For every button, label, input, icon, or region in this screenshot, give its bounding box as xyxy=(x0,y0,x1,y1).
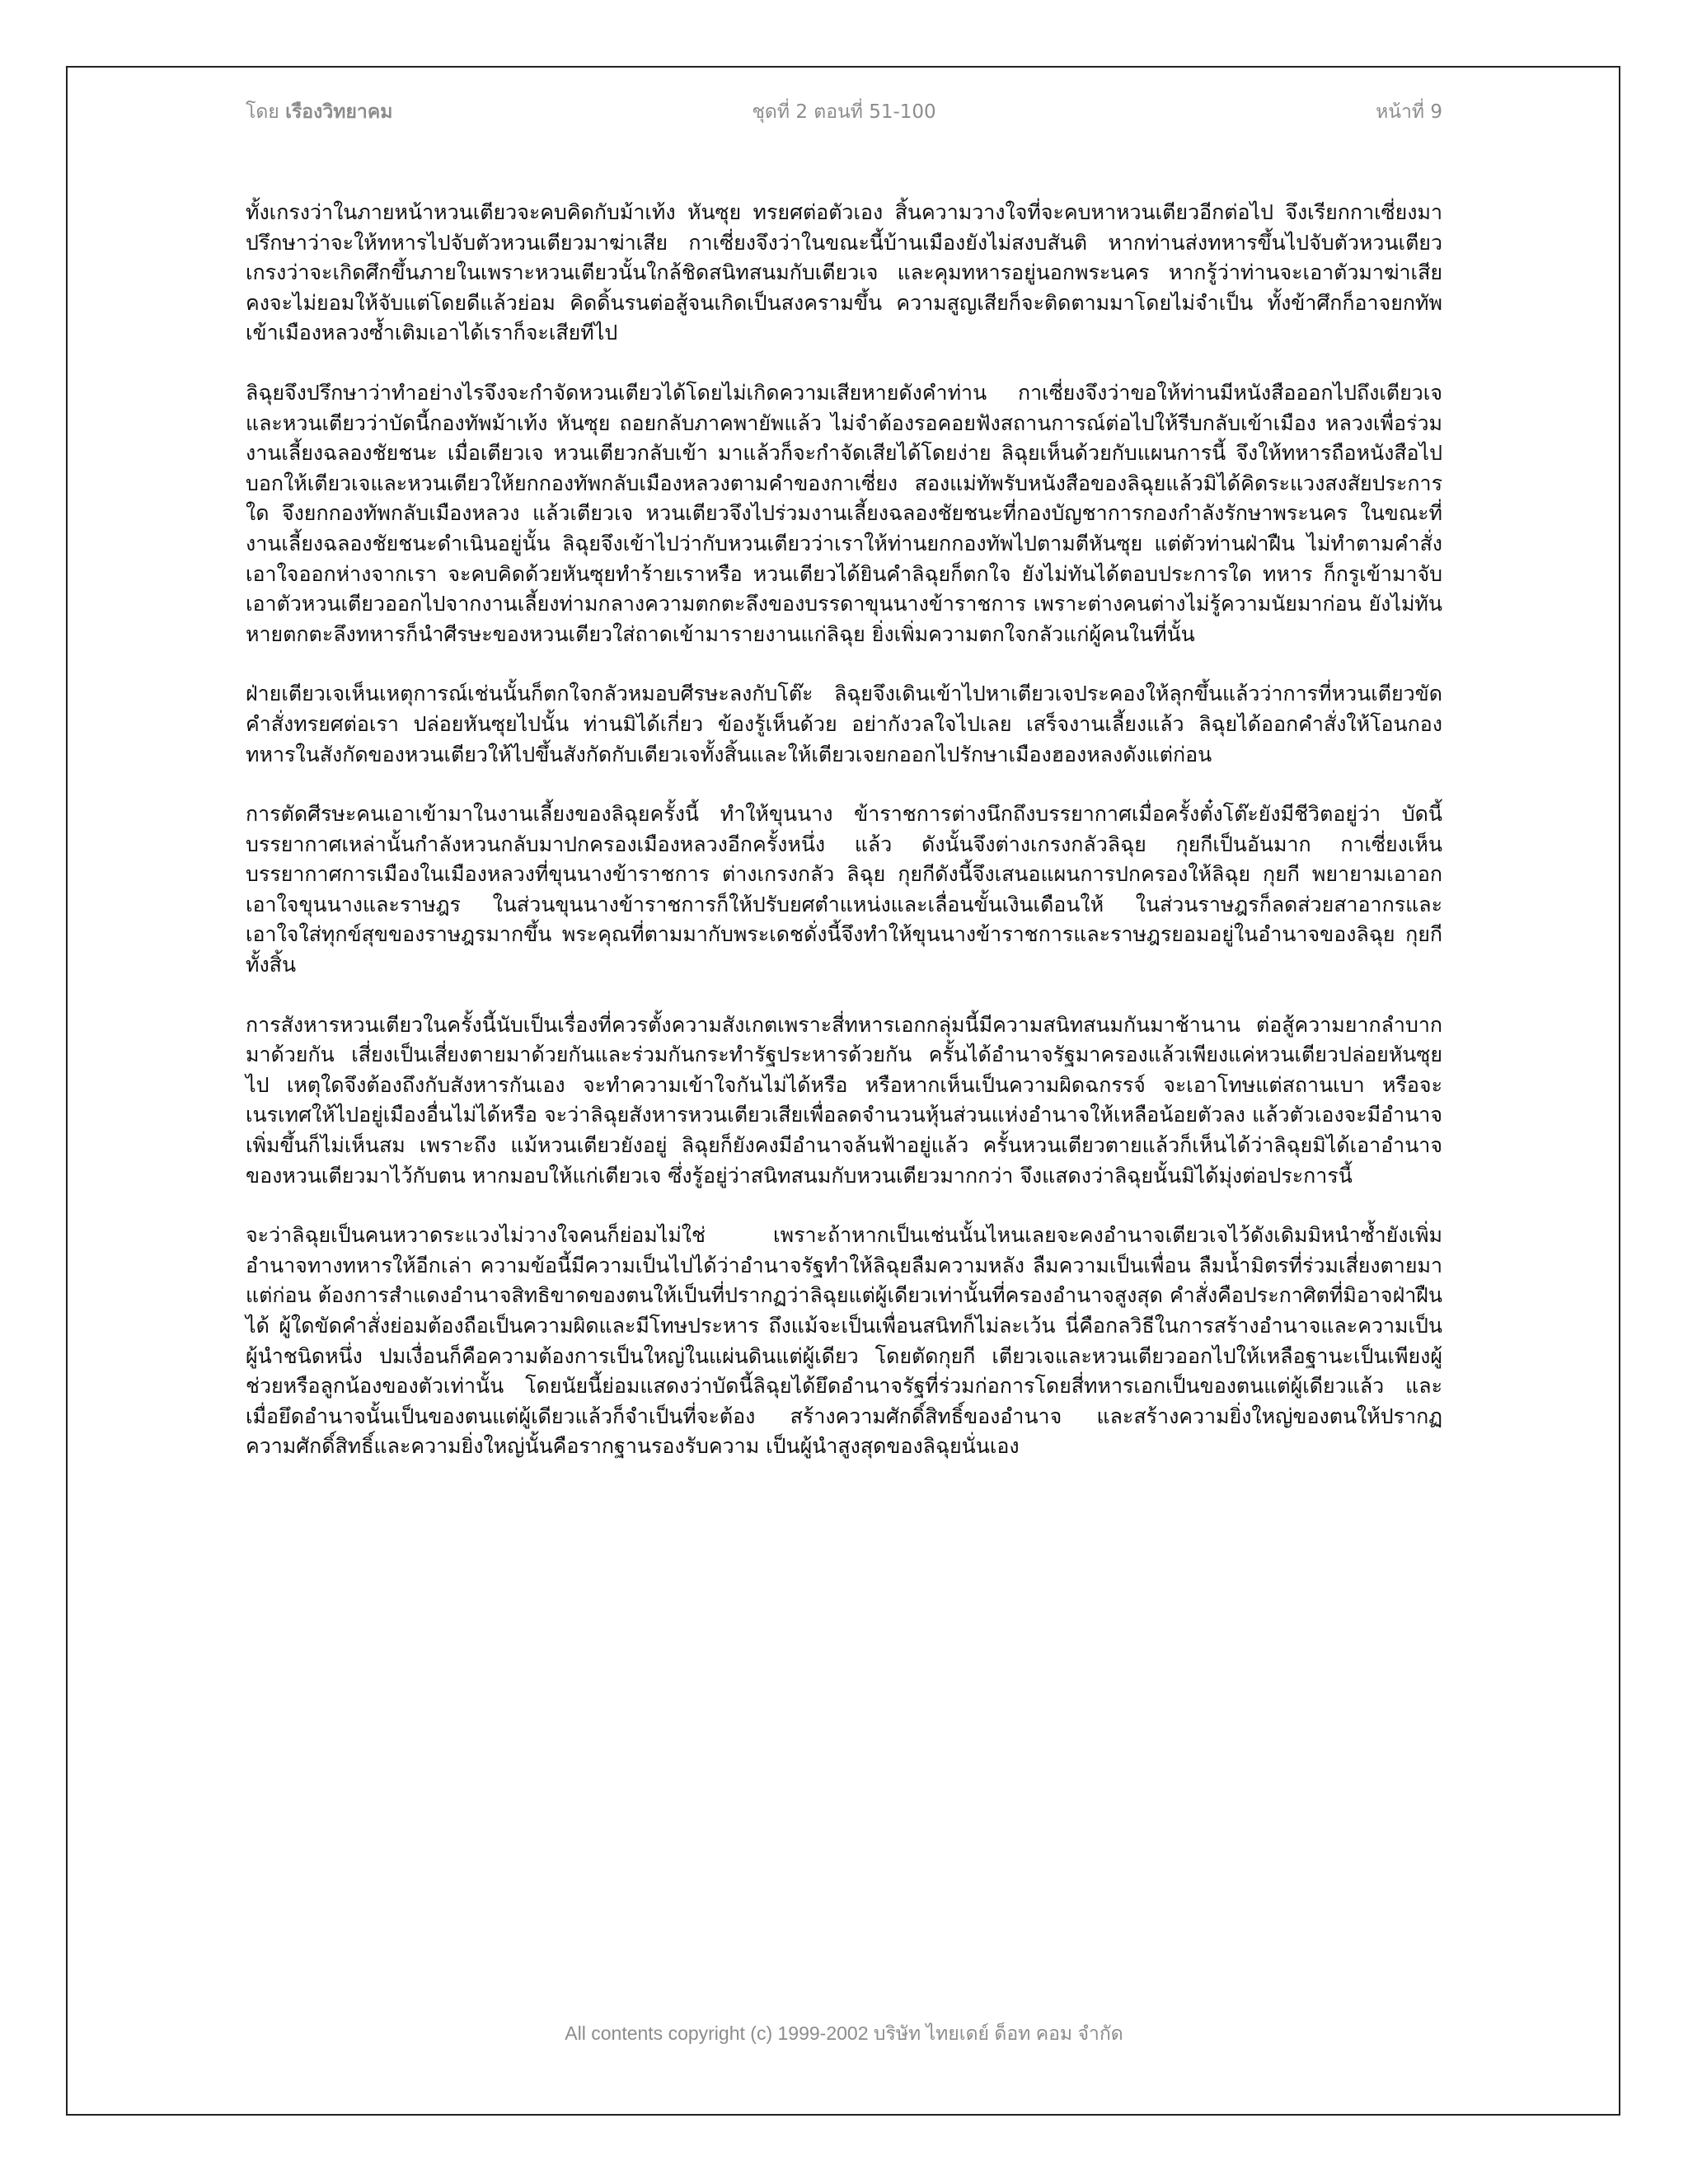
author-prefix: โดย xyxy=(246,101,279,123)
paragraph-2: ลิฉุยจึงปรึกษาว่าทำอย่างไรจึงจะกำจัดหวนเตียวได้โดยไม่เกิดความเสียหายดังคำท่าน กาเซี่ยงจึงว่าขอให้ท่านมีหนังสือออกไปถึงเตียวเจและหวนเตียวว่าบัดนี้กองทัพม้าเท้ง หันซุย ถอยกลับภาคพายัพแล้ว ไม่จำต้องรอคอยฟังสถานการณ์ต่อไปให้รีบกลับเข้าเมือง หลวงเพื่อร่วมงานเลี้ยงฉลองชัยชนะ เมื่อเตียวเจ หวนเตียวกลับเข้า มาแล้วก็จะกำจัดเสียได้โดยง่าย ลิฉุยเห็นด้วยกับแผนการนี้ จึงให้ทหารถือหนังสือไปบอกให้เตียวเจและหวนเตียวให้ยกกองทัพกลับเมืองหลวงตามคำของกาเซี่ยง สองแม่ทัพรับหนังสือของลิฉุยแล้วมิได้คิดระแวงสงสัยประการใด จึงยกกองทัพกลับเมืองหลวง แล้วเตียวเจ หวนเตียวจึงไปร่วมงานเลี้ยงฉลองชัยชนะที่กองบัญชาการกองกำลังรักษาพระนคร ในขณะที่งานเลี้ยงฉลองชัยชนะดำเนินอยู่นั้น ลิฉุยจึงเข้าไปว่ากับหวนเตียวว่าเราให้ท่านยกกองทัพไปตามตีหันซุย แต่ตัวท่านฝ่าฝืน ไม่ทำตามคำสั่งเอาใจออกห่างจากเรา จะคบคิดด้วยหันซุยทำร้ายเราหรือ หวนเตียวได้ยินคำลิฉุยก็ตกใจ ยังไม่ทันได้ตอบประการใด ทหาร ก็กรูเข้ามาจับเอาตัวหวนเตียวออกไปจากงานเลี้ยงท่ามกลางความตกตะลึงของบรรดาขุนนางข้าราชการ เพราะต่างคนต่างไม่รู้ความนัยมาก่อน ยังไม่ทันหายตกตะลึงทหารก็นำศีรษะของหวนเตียวใส่ถาดเข้ามารายงานแก่ลิฉุย ยิ่งเพิ่มความตกใจกลัวแก่ผู้คนในที่นั้น xyxy=(246,380,1442,646)
page-header xyxy=(246,97,1442,130)
header-series: ชุดที่ 2 ตอนที่ 51-100 xyxy=(752,101,936,123)
paragraph-1: ทั้งเกรงว่าในภายหน้าหวนเตียวจะคบคิดกับม้าเท้ง หันซุย ทรยศต่อตัวเอง สิ้นความวางใจที่จะคบหาหวนเตียวอีกต่อไป จึงเรียกกาเซี่ยงมาปรึกษาว่าจะให้ทหารไปจับตัวหวนเตียวมาฆ่าเสีย กาเซี่ยงจึงว่าในขณะนี้บ้านเมืองยังไม่สงบสันติ หากท่านส่งทหารขึ้นไปจับตัวหวนเตียวเกรงว่าจะเกิดศึกขึ้นภายในเพราะหวนเตียวนั้นใกล้ชิดสนิทสนมกับเตียวเจ และคุมทหารอยู่นอกพระนคร หากรู้ว่าท่านจะเอาตัวมาฆ่าเสียคงจะไม่ยอมให้จับแต่โดยดีแล้วย่อม คิดดิ้นรนต่อสู้จนเกิดเป็นสงครามขึ้น ความสูญเสียก็จะติดตามมาโดยไม่จำเป็น ทั้งข้าศึกก็อาจยกทัพเข้าเมืองหลวงซ้ำเติมเอาได้เราก็จะเสียทีไป xyxy=(246,200,1442,345)
paragraph-3: ฝ่ายเตียวเจเห็นเหตุการณ์เช่นนั้นก็ตกใจกลัวหมอบศีรษะลงกับโต๊ะ ลิฉุยจึงเดินเข้าไปหาเตียวเจประคองให้ลุกขึ้นแล้วว่าการที่หวนเตียวขัดคำสั่งทรยศต่อเรา ปล่อยหันซุยไปนั้น ท่านมิได้เกี่ยว ข้องรู้เห็นด้วย อย่ากังวลใจไปเลย เสร็จงานเลี้ยงแล้ว ลิฉุยได้ออกคำสั่งให้โอนกองทหารในสังกัดของหวนเตียวให้ไปขึ้นสังกัดกับเตียวเจทั้งสิ้นและให้เตียวเจยกออกไปรักษาเมืองฮองหลงดังแต่ก่อน xyxy=(246,682,1442,766)
document-body xyxy=(246,198,1442,1492)
paragraph-6: จะว่าลิฉุยเป็นคนหวาดระแวงไม่วางใจคนก็ย่อมไม่ใช่ เพราะถ้าหากเป็นเช่นนั้นไหนเลยจะคงอำนาจเตียวเจไว้ดังเดิมมิหนำซ้ำยังเพิ่ม อำนาจทางทหารให้อีกเล่า ความข้อนี้มีความเป็นไปได้ว่าอำนาจรัฐทำให้ลิฉุยลืมความหลัง ลืมความเป็นเพื่อน ลืมน้ำมิตรที่ร่วมเสี่ยงตายมาแต่ก่อน ต้องการสำแดงอำนาจสิทธิขาดของตนให้เป็นที่ปรากฏว่าลิฉุยแต่ผู้เดียวเท่านั้นที่ครองอำนาจสูงสุด คำสั่งคือประกาศิตที่มิอาจฝ่าฝืนได้ ผู้ใดขัดคำสั่งย่อมต้องถือเป็นความผิดและมีโทษประหาร ถึงแม้จะเป็นเพื่อนสนิทก็ไม่ละเว้น นี่คือกลวิธีในการสร้างอำนาจและความเป็นผู้นำชนิดหนึ่ง ปมเงื่อนก็คือความต้องการเป็นใหญ่ในแผ่นดินแต่ผู้เดียว โดยตัดกุยกี เตียวเจและหวนเตียวออกไปให้เหลือฐานะเป็นเพียงผู้ช่วยหรือลูกน้องของตัวเท่านั้น โดยนัยนี้ย่อมแสดงว่าบัดนี้ลิฉุยได้ยึดอำนาจรัฐที่ร่วมก่อการโดยสี่ทหารเอกเป็นของตนแต่ผู้เดียวแล้ว และเมื่อยึดอำนาจนั้นเป็นของตนแต่ผู้เดียวแล้วก็จำเป็นที่จะต้อง สร้างความศักดิ์สิทธิ์ของอำนาจ และสร้างความยิ่งใหญ่ของตนให้ปรากฏ ความศักดิ์สิทธิ์และความยิ่งใหญ่นั้นคือรากฐานรองรับความ เป็นผู้นำสูงสุดของลิฉุยนั่นเอง xyxy=(246,1223,1442,1459)
header-page-number: หน้าที่ 9 xyxy=(1376,101,1442,123)
paragraph-5: การสังหารหวนเตียวในครั้งนี้นับเป็นเรื่องที่ควรตั้งความสังเกตเพราะสี่ทหารเอกกลุ่มนี้มีความสนิทสนมกันมาช้านาน ต่อสู้ความยากลำบากมาด้วยกัน เสี่ยงเป็นเสี่ยงตายมาด้วยกันและร่วมกันกระทำรัฐประหารด้วยกัน ครั้นได้อำนาจรัฐมาครองแล้วเพียงแค่หวนเตียวปล่อยหันซุยไป เหตุใดจึงต้องถึงกับสังหารกันเอง จะทำความเข้าใจกันไม่ได้หรือ หรือหากเห็นเป็นความผิดฉกรรจ์ จะเอาโทษแต่สถานเบา หรือจะเนรเทศให้ไปอยู่เมืองอื่นไม่ได้หรือ จะว่าลิฉุยสังหารหวนเตียวเสียเพื่อลดจำนวนหุ้นส่วนแห่งอำนาจให้เหลือน้อยตัวลง แล้วตัวเองจะมีอำนาจเพิ่มขึ้นก็ไม่เห็นสม เพราะถึง แม้หวนเตียวยังอยู่ ลิฉุยก็ยังคงมีอำนาจล้นฟ้าอยู่แล้ว ครั้นหวนเตียวตายแล้วก็เห็นได้ว่าลิฉุยมิได้เอาอำนาจของหวนเตียวมาไว้กับตน หากมอบให้แก่เตียวเจ ซึ่งรู้อยู่ว่าสนิทสนมกับหวนเตียวมากกว่า จึงแสดงว่าลิฉุยนั้นมิได้มุ่งต่อประการนี้ xyxy=(246,1012,1442,1188)
copyright-footer: All contents copyright (c) 1999-2002 บริษัท ไทยเดย์ ด็อท คอม จำกัด xyxy=(565,2022,1123,2044)
author-name: เรืองวิทยาคม xyxy=(285,101,393,123)
paragraph-4: การตัดศีรษะคนเอาเข้ามาในงานเลี้ยงของลิฉุยครั้งนี้ ทำให้ขุนนาง ข้าราชการต่างนึกถึงบรรยากาศเมื่อครั้งตั๋งโต๊ะยังมีชีวิตอยู่ว่า บัดนี้บรรยากาศเหล่านั้นกำลังหวนกลับมาปกครองเมืองหลวงอีกครั้งหนึ่ง แล้ว ดังนั้นจึงต่างเกรงกลัวลิฉุย กุยกีเป็นอันมาก กาเซี่ยงเห็นบรรยากาศการเมืองในเมืองหลวงที่ขุนนางข้าราชการ ต่างเกรงกลัว ลิฉุย กุยกีดังนี้จึงเสนอแผนการปกครองให้ลิฉุย กุยกี พยายามเอาอกเอาใจขุนนางและราษฎร ในส่วนขุนนางข้าราชการก็ให้ปรับยศตำแหน่งและเลื่อนขั้นเงินเดือนให้ ในส่วนราษฎรก็ลดส่วยสาอากรและเอาใจใส่ทุกข์สุขของราษฎรมากขึ้น พระคุณที่ตามมากับพระเดชดั่งนี้จึงทำให้ขุนนางข้าราชการและราษฎรยอมอยู่ในอำนาจของลิฉุย กุยกี ทั้งสิ้น xyxy=(246,802,1442,977)
